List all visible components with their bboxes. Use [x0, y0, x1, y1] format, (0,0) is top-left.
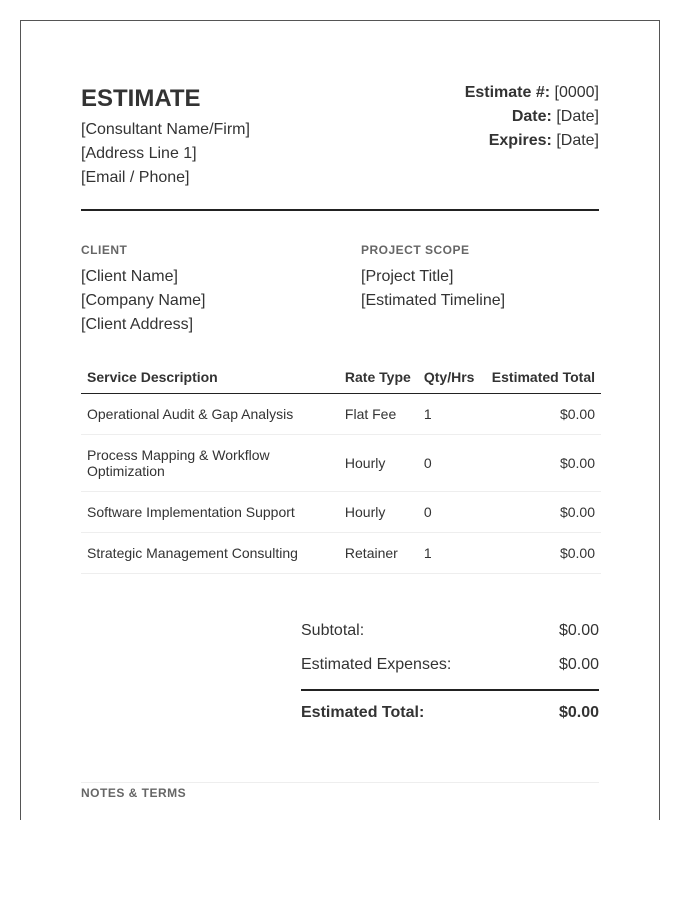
table-row [81, 533, 601, 574]
notes-divider [81, 782, 599, 783]
header-qty-hrs: Qty/Hrs [418, 365, 486, 394]
row-qty: 0 [418, 435, 486, 492]
header-divider [81, 209, 599, 211]
estimate-expires-row [465, 129, 599, 153]
grand-total-label: Estimated Total: [301, 704, 425, 721]
expenses-row [301, 653, 599, 687]
table-header-row [81, 365, 601, 394]
estimate-date-label: Date: [511, 108, 552, 125]
grand-total-value: $0.00 [558, 704, 599, 721]
row-total: $0.00 [486, 435, 601, 492]
table-row [81, 492, 601, 533]
estimate-date-row [465, 105, 599, 129]
consultant-address: [Address Line 1] [81, 145, 197, 162]
row-total: $0.00 [486, 394, 601, 435]
table-row [81, 394, 601, 435]
row-qty: 1 [418, 533, 486, 574]
consultant-contact: [Email / Phone] [81, 169, 190, 186]
notes-label: NOTES & TERMS [81, 786, 187, 800]
header-rate-type: Rate Type [339, 365, 418, 394]
row-description: Operational Audit & Gap Analysis [81, 394, 339, 435]
services-table [81, 365, 601, 574]
row-rate-type: Hourly [339, 435, 418, 492]
totals-block [301, 619, 599, 735]
estimate-number-value: [0000] [554, 84, 599, 101]
project-scope-label: PROJECT SCOPE [361, 243, 470, 257]
subtotal-label: Subtotal: [301, 622, 365, 639]
estimate-page [20, 20, 660, 820]
subtotal-value: $0.00 [558, 622, 599, 639]
estimate-number-label: Estimate #: [464, 84, 551, 101]
client-company: [Company Name] [81, 292, 206, 309]
row-total: $0.00 [486, 492, 601, 533]
header-estimated-total: Estimated Total [486, 365, 601, 394]
page-content [81, 21, 599, 820]
project-timeline: [Estimated Timeline] [361, 292, 506, 309]
row-qty: 1 [418, 394, 486, 435]
project-title: [Project Title] [361, 268, 454, 285]
estimate-number-row [465, 81, 599, 105]
table-row [81, 435, 601, 492]
client-section [81, 243, 206, 337]
estimate-date-value: [Date] [556, 108, 599, 125]
row-total: $0.00 [486, 533, 601, 574]
row-rate-type: Flat Fee [339, 394, 418, 435]
client-name: [Client Name] [81, 268, 178, 285]
row-rate-type: Hourly [339, 492, 418, 533]
client-address: [Client Address] [81, 316, 194, 333]
consultant-name: [Consultant Name/Firm] [81, 121, 250, 138]
row-description: Strategic Management Consulting [81, 533, 339, 574]
row-description: Process Mapping & Workflow Optimization [81, 435, 339, 492]
client-lines [81, 265, 206, 337]
client-label: CLIENT [81, 243, 128, 257]
row-description: Software Implementation Support [81, 492, 339, 533]
estimate-expires-label: Expires: [488, 132, 552, 149]
row-rate-type: Retainer [339, 533, 418, 574]
document-title: ESTIMATE [81, 85, 201, 112]
grand-total-row [301, 689, 599, 735]
project-scope-section [361, 243, 505, 313]
header-service-description: Service Description [81, 365, 339, 394]
consultant-info [81, 118, 250, 190]
expenses-value: $0.00 [558, 656, 599, 673]
subtotal-row [301, 619, 599, 653]
row-qty: 0 [418, 492, 486, 533]
estimate-expires-value: [Date] [556, 132, 599, 149]
project-scope-lines [361, 265, 505, 313]
expenses-label: Estimated Expenses: [301, 656, 452, 673]
estimate-meta [465, 81, 599, 153]
